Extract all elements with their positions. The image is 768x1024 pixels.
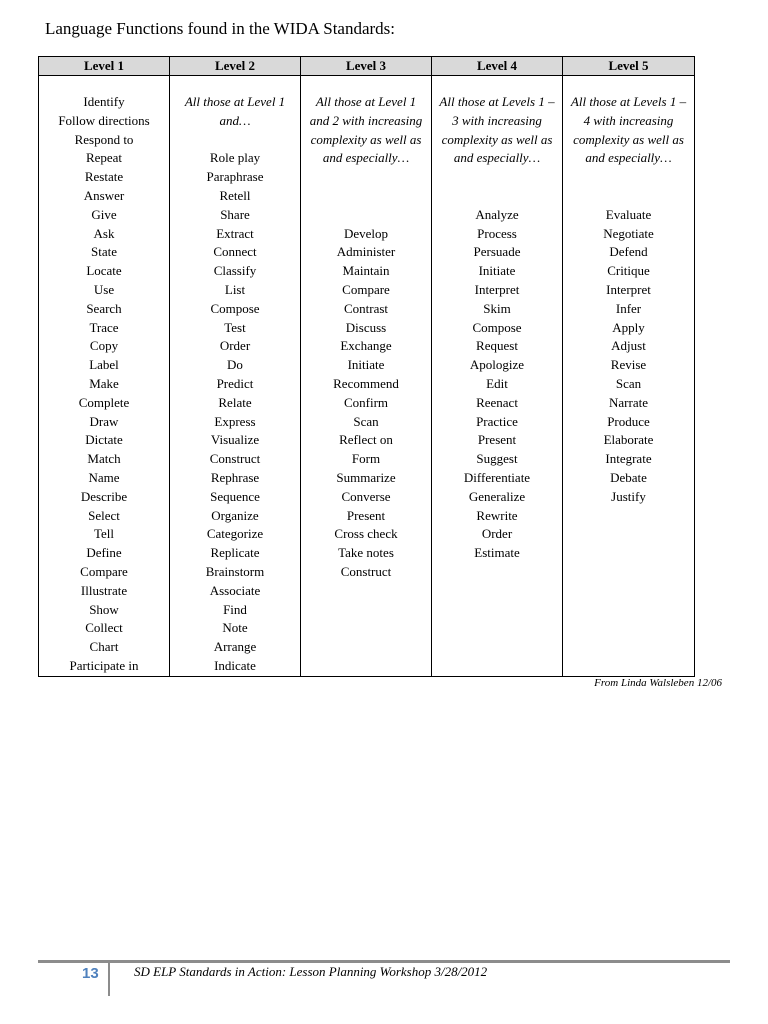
level-5-function-item: Narrate [609,394,648,410]
level-3-function-item: Form [351,451,381,467]
level-3-function-item: Reflect on [339,432,393,448]
header-level-3: Level 3 [301,57,432,76]
level-1-function-item: State [91,244,117,260]
level-2-function-item: Brainstorm [205,563,265,579]
level-4-note: All those at Levels 1 – 3 with increasing complexity as well as and especially… [439,94,555,166]
level-2-function-item: Associate [209,582,261,598]
level-2-function-item: Sequence [210,488,260,504]
table-body-row [39,76,695,677]
level-1-function-item: Respond to [74,131,134,147]
level-4-function-item: Skim [483,300,511,316]
level-4-function-item: Apologize [469,357,525,373]
level-4-function-item: Reenact [476,394,518,410]
level-1-function-item: Select [88,507,120,523]
level-1-function-item: Dictate [85,432,123,448]
level-1-function-item: Draw [89,413,119,429]
level-2-function-item: Connect [213,244,257,260]
level-3-function-item: Exchange [340,338,392,354]
level-4-function-item: Generalize [468,488,526,504]
level-3-function-item: Summarize [336,469,396,485]
page-number: 13 [82,965,99,982]
level-3-function-item: Converse [341,488,391,504]
level-4-function-item: Request [476,338,518,354]
level-1-function-item: Chart [89,639,119,655]
footer-divider [38,960,730,963]
level-1-function-item: Give [91,206,117,222]
level-1-function-item: Repeat [85,150,123,166]
level-4-function-item: Process [477,225,517,241]
level-2-function-item: Indicate [214,657,256,673]
level-1-function-item: Follow directions [58,112,150,128]
language-functions-table [38,56,695,677]
level-1-function-item: Collect [85,620,123,636]
level-4-function-item: Interpret [474,281,520,297]
level-1-function-item: Make [89,375,119,391]
level-5-function-item: Defend [609,244,648,260]
level-4-function-item: Compose [472,319,522,335]
table-header-row [39,57,695,76]
level-5-function-item: Elaborate [603,432,654,448]
level-1-function-item: Tell [93,526,115,542]
level-3-column [301,76,432,677]
level-2-function-item: Categorize [206,526,264,542]
level-3-function-item: Compare [342,281,390,297]
level-2-function-item: Do [227,357,243,373]
level-2-function-item: Note [222,620,248,636]
level-4-function-item: Initiate [478,263,516,279]
level-3-function-item: Construct [340,563,392,579]
level-2-function-item: Relate [218,394,252,410]
level-1-column [39,76,170,677]
level-2-function-item: Paraphrase [206,169,264,185]
header-level-5: Level 5 [563,57,695,76]
level-4-function-item: Persuade [473,244,521,260]
header-level-2: Level 2 [170,57,301,76]
level-3-function-item: Discuss [345,319,387,335]
level-3-function-item: Cross check [334,526,398,542]
level-1-function-item: Search [86,300,122,316]
level-2-function-item: Test [224,319,246,335]
level-2-function-item: Order [219,338,251,354]
level-1-function-item: Copy [89,338,119,354]
level-4-function-item: Differentiate [463,469,531,485]
level-2-function-item: Organize [211,507,259,523]
level-2-function-item: Classify [213,263,257,279]
level-2-function-item: Rephrase [210,469,260,485]
level-2-function-item: Express [214,413,256,429]
level-3-note: All those at Level 1 and 2 with increasing complexity as well as and especially… [309,94,423,166]
level-1-function-item: Locate [86,263,122,279]
level-3-function-item: Initiate [347,357,385,373]
level-2-function-item: Retell [219,187,251,203]
level-5-function-item: Negotiate [603,225,654,241]
level-4-function-item: Order [481,526,513,542]
footer-vertical-divider [108,963,110,996]
level-5-function-item: Adjust [611,338,646,354]
level-2-function-item: Arrange [213,639,257,655]
level-1-function-item: Ask [93,225,115,241]
level-5-note: All those at Levels 1 – 4 with increasing complexity as well as and especially… [570,94,687,166]
level-4-function-item: Rewrite [476,507,518,523]
level-5-function-item: Apply [612,319,645,335]
level-5-function-item: Justify [611,488,646,504]
level-3-function-item: Administer [336,244,396,260]
level-1-function-item: Compare [80,563,128,579]
level-1-function-item: Use [93,281,115,297]
level-1-function-item: Participate in [69,657,139,673]
level-1-function-item: Illustrate [80,582,128,598]
level-3-function-item: Scan [353,413,379,429]
level-1-function-item: Name [88,469,120,485]
level-2-function-item: Replicate [210,545,260,561]
level-2-function-item: Compose [210,300,260,316]
level-2-column [170,76,301,677]
level-2-function-item: Predict [216,375,254,391]
level-4-function-item: Practice [476,413,518,429]
level-2-note: All those at Level 1 and… [184,94,286,128]
level-4-function-item: Suggest [476,451,518,467]
level-2-function-item: List [224,281,246,297]
source-citation: From Linda Walsleben 12/06 [594,677,722,689]
level-1-function-item: Trace [89,319,119,335]
level-5-function-item: Produce [607,413,650,429]
level-4-function-item: Edit [486,375,508,391]
level-3-function-item: Present [346,507,386,523]
level-5-function-item: Integrate [605,451,652,467]
footer-text: SD ELP Standards in Action: Lesson Planning Workshop 3/28/2012 [134,964,488,979]
level-3-function-item: Develop [343,225,389,241]
level-3-function-item: Recommend [333,375,399,391]
level-5-function-item: Revise [610,357,647,373]
level-4-function-item: Present [477,432,517,448]
level-5-function-item: Critique [607,263,650,279]
level-1-function-item: Complete [78,394,130,410]
level-3-function-item: Maintain [342,263,390,279]
level-5-function-item: Infer [615,300,642,316]
level-2-function-item: Extract [216,225,254,241]
level-5-function-item: Evaluate [605,206,652,222]
page-title: Language Functions found in the WIDA Standards: [45,19,396,38]
level-4-column [432,76,563,677]
header-level-1: Level 1 [39,57,170,76]
level-1-function-item: Restate [84,169,124,185]
level-3-function-item: Contrast [343,300,389,316]
level-3-function-item: Take notes [338,545,394,561]
level-1-function-item: Identify [83,94,125,109]
level-1-function-item: Match [87,451,121,467]
level-1-function-item: Label [89,357,119,373]
level-4-function-item: Analyze [475,206,519,222]
level-5-function-item: Interpret [606,281,651,297]
level-1-function-item: Define [86,545,122,561]
level-1-function-item: Answer [83,187,125,203]
level-3-function-item: Confirm [343,394,389,410]
level-2-function-item: Share [220,206,250,222]
level-1-function-item: Describe [80,488,128,504]
level-1-function-item: Show [89,601,119,617]
level-4-function-item: Estimate [474,545,520,561]
level-5-column [563,76,695,677]
level-2-function-item: Construct [209,451,261,467]
level-2-function-item: Role play [209,150,261,166]
level-2-function-item: Visualize [210,432,260,448]
header-level-4: Level 4 [432,57,563,76]
level-5-function-item: Debate [610,469,647,485]
level-5-function-item: Scan [615,375,642,391]
level-2-function-item: Find [223,601,247,617]
